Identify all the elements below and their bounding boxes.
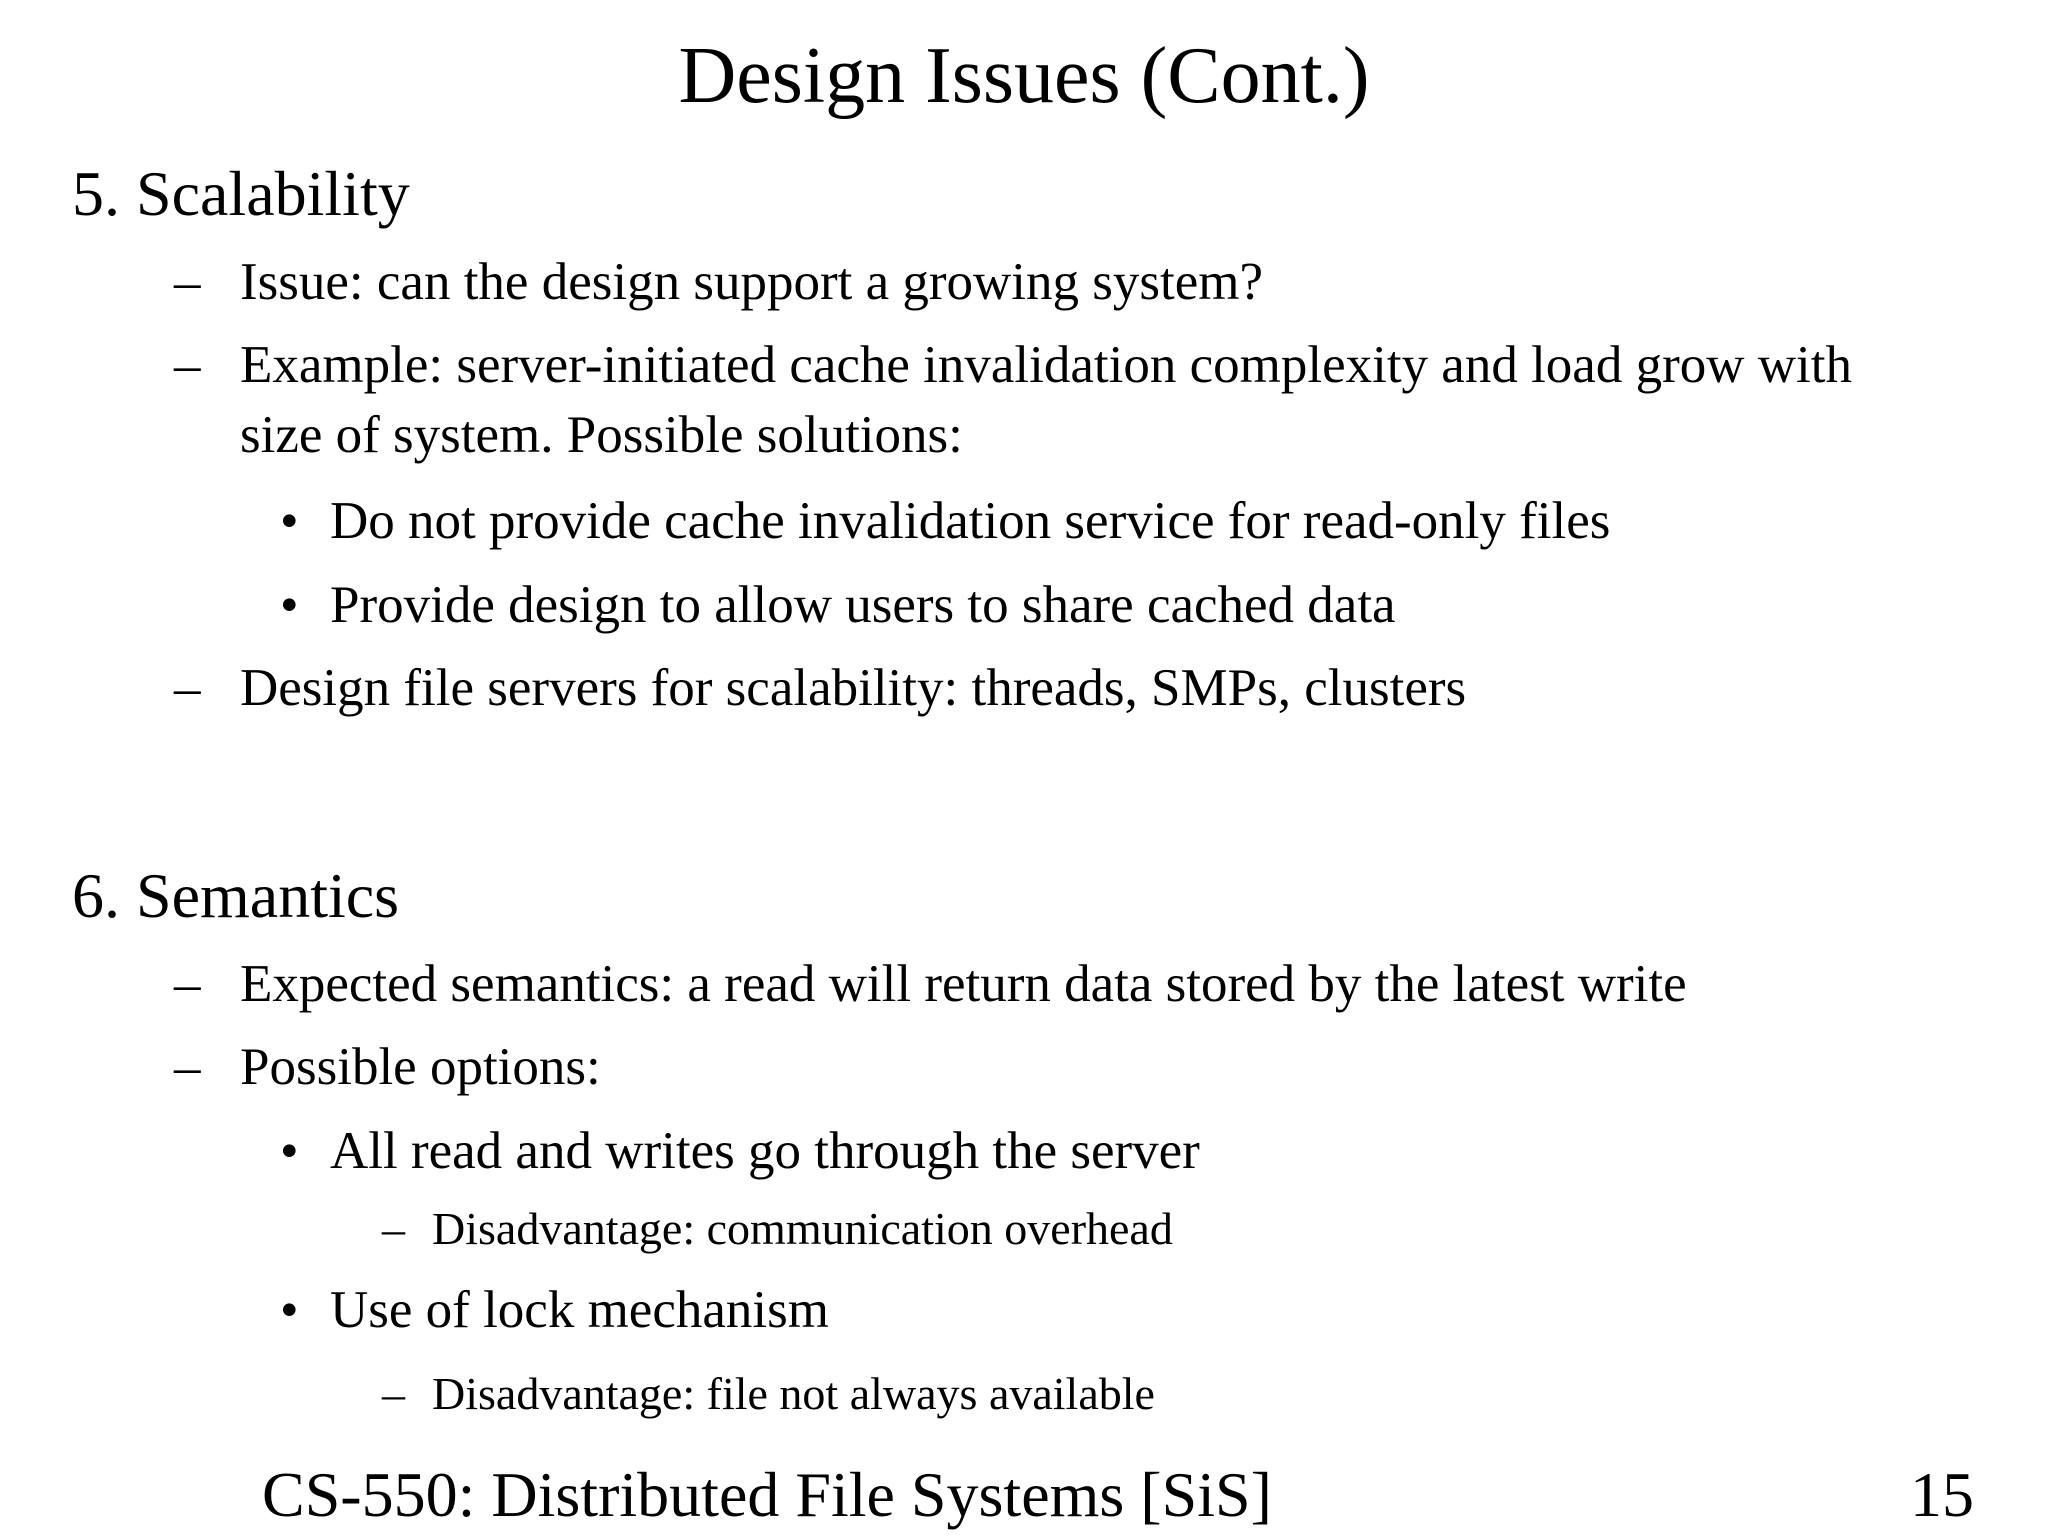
bullet-dot-marker: • [280,1122,299,1180]
dash-marker: – [382,1368,405,1419]
footer-course-title: CS-550: Distributed File Systems [SiS] [262,1459,1272,1530]
dash-marker: – [382,1203,405,1254]
bullet-design-file-servers: Design file servers for scalability: threads, SMPs, clusters [240,659,1467,717]
bullet-example-line1: Example: server-initiated cache invalidation complexity and load grow with [240,336,1852,394]
dash-marker: – [174,1038,201,1096]
bullet-dot-marker: • [280,576,299,634]
dash-marker: – [174,253,201,311]
bullet-dot-marker: • [280,492,299,550]
page-number: 15 [1910,1459,1974,1530]
sub-sub-bullet-file-not-available: Disadvantage: file not always available [432,1368,1155,1419]
sub-bullet-through-server: All read and writes go through the server [330,1122,1200,1180]
bullet-example-line2: size of system. Possible solutions: [240,406,963,464]
bullet-expected-semantics: Expected semantics: a read will return data stored by the latest write [240,955,1687,1013]
dash-marker: – [174,336,201,394]
bullet-dot-marker: • [280,1281,299,1339]
section-heading-scalability: 5. Scalability [72,158,410,229]
sub-bullet-no-invalidation: Do not provide cache invalidation service for read-only files [330,492,1611,550]
dash-marker: – [174,659,201,717]
section-heading-semantics: 6. Semantics [72,860,400,931]
slide-title: Design Issues (Cont.) [678,32,1370,120]
sub-sub-bullet-communication-overhead: Disadvantage: communication overhead [432,1203,1173,1254]
bullet-issue: Issue: can the design support a growing system? [240,253,1263,311]
sub-bullet-share-cached-data: Provide design to allow users to share cached data [330,576,1396,634]
dash-marker: – [174,955,201,1013]
bullet-possible-options: Possible options: [240,1038,601,1096]
sub-bullet-lock-mechanism: Use of lock mechanism [330,1281,829,1339]
